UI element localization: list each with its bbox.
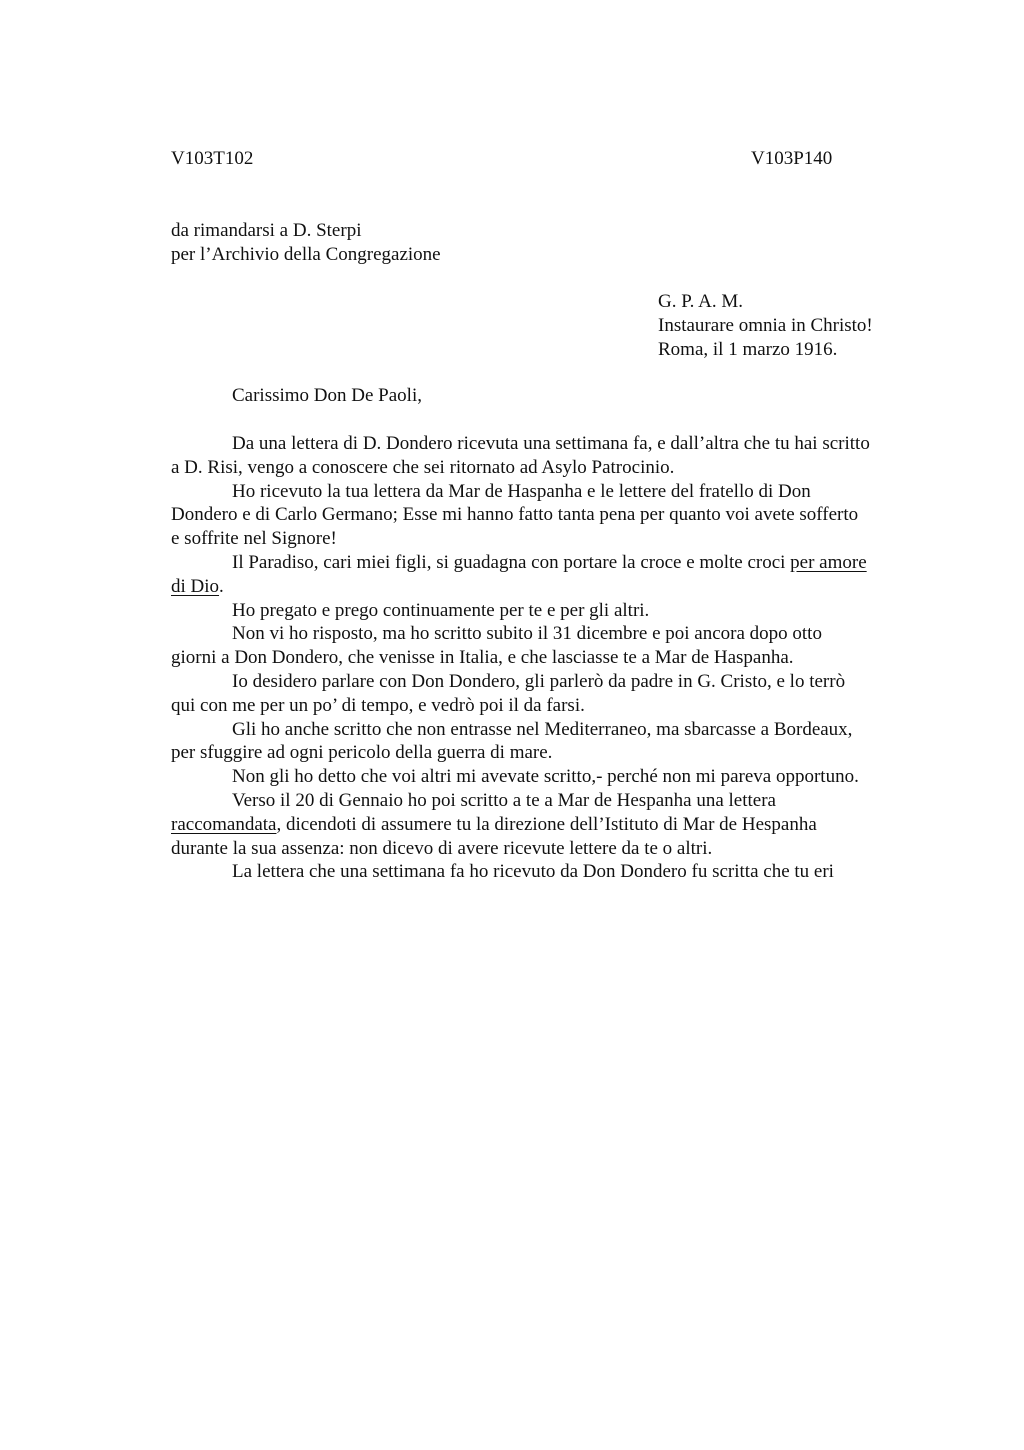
body-line — [171, 575, 931, 599]
document-code-right: V103P140 — [751, 148, 833, 169]
archive-note — [171, 219, 441, 267]
body-line — [171, 813, 931, 837]
underlined-phrase: di Dio — [171, 575, 220, 597]
motto: Instaurare omnia in Christo! — [658, 314, 873, 336]
letter-body — [171, 432, 931, 884]
archive-note-line: per l’Archivio della Congregazione — [171, 243, 441, 265]
body-line: a D. Risi, vengo a conoscere che sei ritornato ad Asylo Patrocinio. — [171, 456, 675, 478]
body-line: Da una lettera di D. Dondero ricevuta una settimana fa, e dall’altra che tu hai scritto — [232, 433, 870, 454]
body-line: Io desidero parlare con Don Dondero, gli parlerò da padre in G. Cristo, e lo terrò — [232, 670, 846, 692]
body-line: qui con me per un po’ di tempo, e vedrò poi il da farsi. — [171, 694, 585, 716]
body-line: Ho pregato e prego continuamente per te e per gli altri. — [232, 599, 650, 621]
letter-heading — [658, 290, 873, 361]
body-line: Ho ricevuto la tua lettera da Mar de Haspanha e le lettere del fratello di Don — [232, 480, 811, 502]
body-line: Dondero e di Carlo Germano; Esse mi hanno fatto tanta pena per quanto voi avete sofferto — [171, 504, 859, 526]
place-date: Roma, il 1 marzo 1916. — [658, 338, 838, 360]
body-line: Non vi ho risposto, ma ho scritto subito il 31 dicembre e poi ancora dopo otto — [232, 623, 822, 645]
motto-initials: G. P. A. M. — [658, 291, 743, 312]
salutation: Carissimo Don De Paoli, — [232, 385, 422, 406]
underlined-phrase: raccomandata — [171, 813, 277, 835]
body-line: La lettera che una settimana fa ho ricevuto da Don Dondero fu scritta che tu eri — [232, 861, 834, 883]
body-text-segment: , dicendoti di assumere tu la direzione dell’Istituto di Mar de Hespanha — [276, 813, 817, 835]
document-code-left: V103T102 — [171, 148, 254, 169]
body-line: giorni a Don Dondero, che venisse in Italia, e che lasciasse te a Mar de Haspanha. — [171, 647, 794, 669]
body-line: Gli ho anche scritto che non entrasse nel Mediterraneo, ma sbarcasse a Bordeaux, — [232, 718, 853, 740]
body-line: Non gli ho detto che voi altri mi avevate scritto,- perché non mi pareva opportuno. — [232, 766, 859, 788]
body-line: e soffrite nel Signore! — [171, 528, 337, 550]
body-text-segment: Il Paradiso, cari miei figli, si guadagna con portare la croce e molte croci — [232, 551, 791, 573]
body-line — [171, 551, 931, 575]
body-line: durante la sua assenza: non dicevo di avere ricevute lettere da te o altri. — [171, 837, 713, 859]
archive-note-line: da rimandarsi a D. Sterpi — [171, 220, 362, 241]
body-line: Verso il 20 di Gennaio ho poi scritto a te a Mar de Hespanha una lettera — [232, 789, 776, 811]
body-text-segment: . — [219, 575, 224, 597]
body-line: per sfuggire ad ogni pericolo della guerra di mare. — [171, 742, 553, 764]
underlined-phrase: per amore — [790, 551, 867, 573]
